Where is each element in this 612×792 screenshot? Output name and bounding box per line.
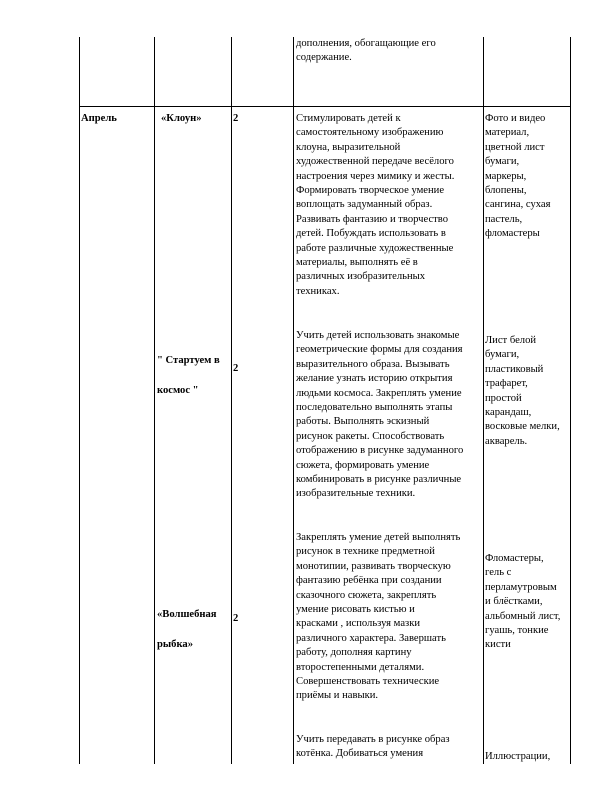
column-divider-3 [293, 37, 294, 764]
activity-hours-1: 2 [233, 113, 239, 124]
activity-description-4: Учить передавать в рисунке образ котёнка. Добиваться умения [296, 734, 450, 760]
activity-materials-3: Фломастеры, гель с перламутровым и блёстками, альбомный лист, гуашь, тонкие кисти [485, 553, 561, 651]
activity-hours-2: 2 [233, 363, 239, 374]
activity-materials-2: Лист белой бумаги, пластиковый трафарет, простой карандаш, восковые мелки, акварель. [485, 335, 560, 447]
activity-title-3: «Волшебная рыбка» [157, 609, 217, 650]
activity-hours-3: 2 [233, 613, 239, 624]
activity-description-3: Закреплять умение детей выполнять рисунок в технике предметной монотипии, развивать творческую фантазию ребёнка при создании сказочного сюжета, закреплять умение рисовать кистью и красками , используя мазки различного характера. Завершать работу, дополняя картину второстепенными деталями. Совершенствовать технические приёмы и навыки. [296, 532, 461, 702]
activity-materials-4: Иллюстрации, [485, 751, 551, 762]
activity-materials-1: Фото и видео материал, цветной лист бумаги, маркеры, блопены, сангина, сухая пастель, фломастеры [485, 113, 551, 240]
column-divider-2 [231, 37, 232, 764]
activity-title-1: «Клоун» [161, 113, 202, 124]
activity-description-1: Стимулировать детей к самостоятельному изображению клоуна, выразительной художественной передаче весёлого настроения через мимику и жесты. Формировать творческое умение воплощать задуманный образ. Развивать фантазию и творчество детей. Побуждать использовать в работе различные художественные материалы, выполнять её в различных изобразительных техниках. [296, 113, 455, 297]
table-border-left [79, 37, 80, 764]
month-label: Апрель [81, 113, 117, 124]
activity-title-2: " Стартуем в космос " [157, 355, 220, 396]
row-divider [79, 106, 571, 107]
top-row-description: дополнения, обогащающие его содержание. [296, 38, 436, 64]
column-divider-4 [483, 37, 484, 764]
table-border-right [570, 37, 571, 764]
column-divider-1 [154, 37, 155, 764]
activity-description-2: Учить детей использовать знакомые геометрические формы для создания выразительного образа. Вызывать желание узнать историю открытия людьми космоса. Закреплять умение последовательно выполнять этапы работы. Выполнять эскизный рисунок ракеты. Способствовать отображению в рисунке задуманного сюжета, формировать умение комбинировать в рисунке различные изобразительные техники. [296, 330, 464, 500]
